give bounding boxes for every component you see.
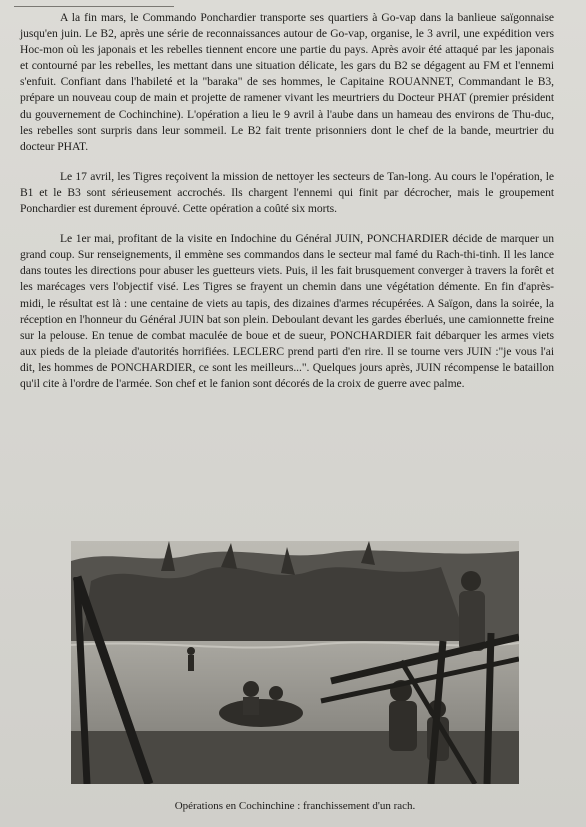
paragraph-rach-thi-tinh: Le 1er mai, profitant de la visite en Indochine du Général JUIN, PONCHARDIER décide de marquer un grand coup. Sur renseignements, il emmène ses commandos dans le secteur mal famé du Rach-thi-tinh. Il les lance dans toutes les directions pour abuser les guetteurs viets. Puis, il les fait brusquement converger à travers la forêt et les marécages vers l'objectif visé. Les Tigres se frayent un chemin dans une végétation démente. En fin d'après-midi, le résultat est là : une centaine de viets au tapis, des dizaines d'armes récupérées. A Saïgon, dans la soirée, la réception en l'honneur du Général JUIN bat son plein. Deboulant devant les gardes éberlués, une camionnette freine sur la pelouse. En tenue de combat maculée de boue et de sueur, PONCHARDIER fait débarquer les armes viets aux pieds de la pleiade d'autorités horrifiées. LECLERC prend parti d'en rire. Il se tourne vers JUIN :"je vous l'ai dit, les hommes de PONCHARDIER, ce sont les meilleurs...". Quelques jours après, JUIN récompense le bataillon qu'il cite à l'ordre de l'armée. Son chef et le fanion sont décorés de la croix de guerre avec palme. bbox=[20, 232, 554, 390]
photo-caption: Opérations en Cochinchine : franchissement d'un rach. bbox=[174, 800, 416, 812]
body-text bbox=[20, 10, 554, 392]
paragraph-tan-long: Le 17 avril, les Tigres reçoivent la mission de nettoyer les secteurs de Tan-long. Au cours le l'opération, le B1 et le B3 sont sérieusement accrochés. Ils chargent l'ennemi qui finit par décrocher, mais le groupement Ponchardier est durement éprouvé. Cette opération a coûté six morts. bbox=[20, 169, 554, 216]
top-rule bbox=[14, 6, 174, 7]
photo-river-crossing bbox=[71, 541, 519, 784]
paragraph-go-vap: A la fin mars, le Commando Ponchardier transporte ses quartiers à Go-vap dans la banlieue saïgonnaise jusqu'en juin. Le B2, après une série de reconnaissances autour de Go-vap, organise, le 3 avril, une expédition vers Hoc-mon où les japonais et les rebelles tiennent encore une partie du pays. Après avoir été attaqué par les japonais et contourné par les rebelles, les mettant dans une situation délicate, les gars du B2 se dégagent au FM et l'ennemi s'enfuit. Confiant dans l'habileté et la "baraka" de ses hommes, le Capitaine ROUANNET, Commandant le B3, prépare un nouveau coup de main et projette de ramener vivant les meurtriers du Docteur PHAT (premier président du gouvernement de Cochinchine). L'opération a lieu le 9 avril à l'aube dans un hameau des environs de Thu-duc, les rebelles sont surpris dans leur sommeil. Le B2 fait trente prisonniers dont le chef de la bande, meurtrier du docteur PHAT. bbox=[20, 11, 554, 153]
